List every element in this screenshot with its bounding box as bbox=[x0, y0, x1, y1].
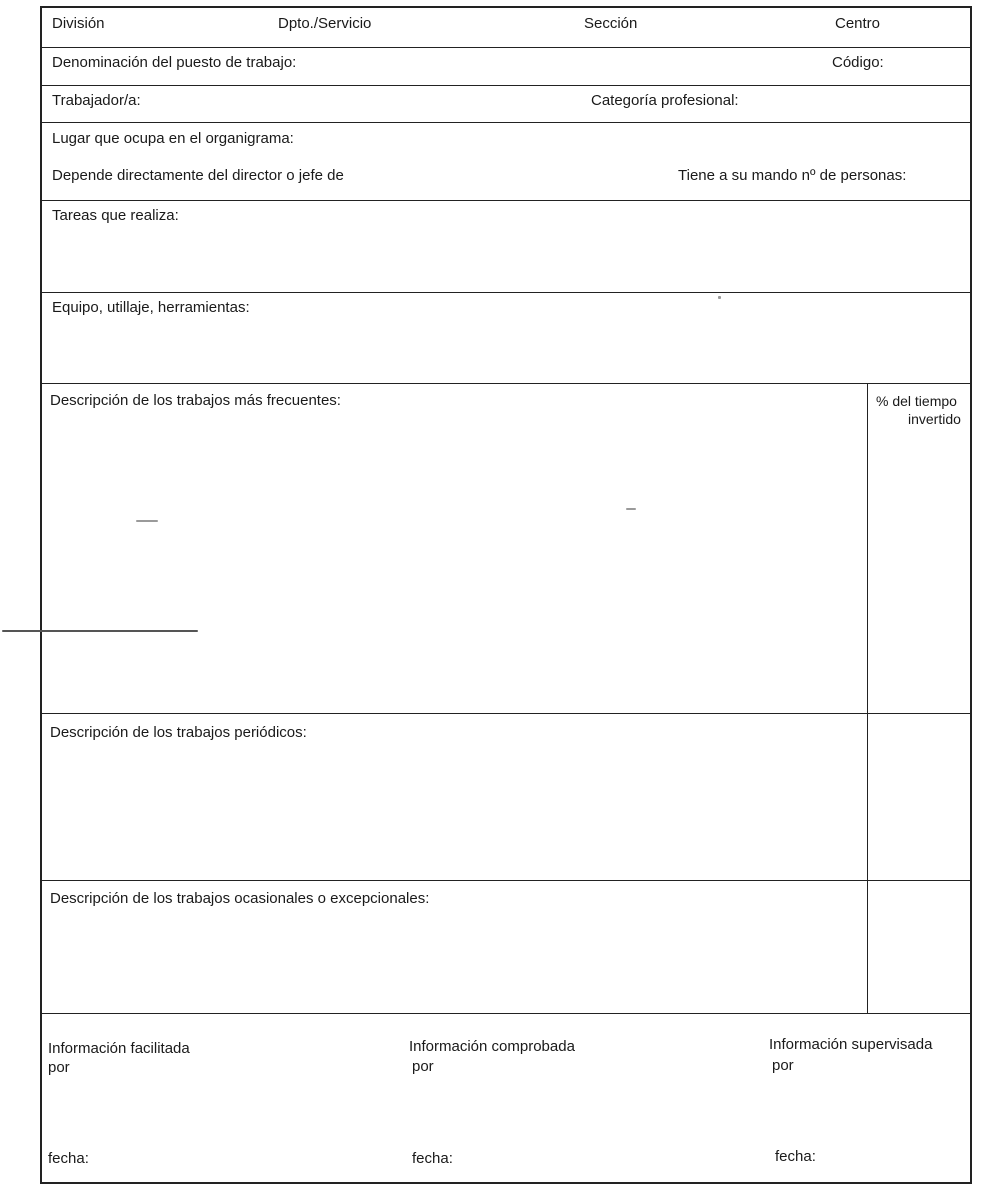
comprobada-fecha-label: fecha: bbox=[412, 1150, 453, 1167]
scan-artifact bbox=[718, 296, 721, 299]
tiempo-column-divider bbox=[867, 383, 868, 1013]
scan-artifact bbox=[136, 520, 158, 522]
facilitada-fecha-label: fecha: bbox=[48, 1150, 89, 1167]
personas-a-cargo-label: Tiene a su mando nº de personas: bbox=[678, 167, 907, 184]
row-divider bbox=[42, 713, 970, 714]
row-divider bbox=[42, 1013, 970, 1014]
row-divider bbox=[42, 200, 970, 201]
equipo-label: Equipo, utillaje, herramientas: bbox=[52, 299, 250, 316]
job-description-form bbox=[40, 6, 972, 1184]
supervisada-por-label: por bbox=[772, 1057, 794, 1074]
trabajador-label: Trabajador/a: bbox=[52, 92, 141, 109]
row-divider bbox=[42, 880, 970, 881]
row-divider bbox=[42, 383, 970, 384]
denominacion-puesto-label: Denominación del puesto de trabajo: bbox=[52, 54, 297, 71]
row-divider bbox=[42, 47, 970, 48]
trabajos-periodicos-label: Descripción de los trabajos periódicos: bbox=[50, 724, 307, 741]
info-facilitada-label: Información facilitada bbox=[48, 1040, 190, 1057]
info-comprobada-label: Información comprobada bbox=[409, 1038, 575, 1055]
row-divider bbox=[42, 122, 970, 123]
seccion-label: Sección bbox=[584, 15, 638, 32]
info-supervisada-label: Información supervisada bbox=[769, 1036, 933, 1053]
depende-label: Depende directamente del director o jefe de bbox=[52, 167, 344, 184]
scan-artifact bbox=[626, 508, 636, 510]
tiempo-invertido-label-line2: invertido bbox=[908, 411, 961, 427]
categoria-profesional-label: Categoría profesional: bbox=[591, 92, 739, 109]
division-label: División bbox=[52, 15, 105, 32]
facilitada-por-label: por bbox=[48, 1059, 70, 1076]
tareas-label: Tareas que realiza: bbox=[52, 207, 179, 224]
row-divider bbox=[42, 292, 970, 293]
tiempo-invertido-label-line1: % del tiempo bbox=[876, 393, 957, 409]
dpto-servicio-label: Dpto./Servicio bbox=[278, 15, 372, 32]
organigrama-label: Lugar que ocupa en el organigrama: bbox=[52, 130, 294, 147]
row-divider bbox=[42, 85, 970, 86]
centro-label: Centro bbox=[835, 15, 881, 32]
comprobada-por-label: por bbox=[412, 1058, 434, 1075]
supervisada-fecha-label: fecha: bbox=[775, 1148, 816, 1165]
codigo-label: Código: bbox=[832, 54, 884, 71]
trabajos-ocasionales-label: Descripción de los trabajos ocasionales o excepcionales: bbox=[50, 890, 430, 907]
scan-artifact bbox=[2, 630, 198, 632]
trabajos-frecuentes-label: Descripción de los trabajos más frecuentes: bbox=[50, 392, 341, 409]
